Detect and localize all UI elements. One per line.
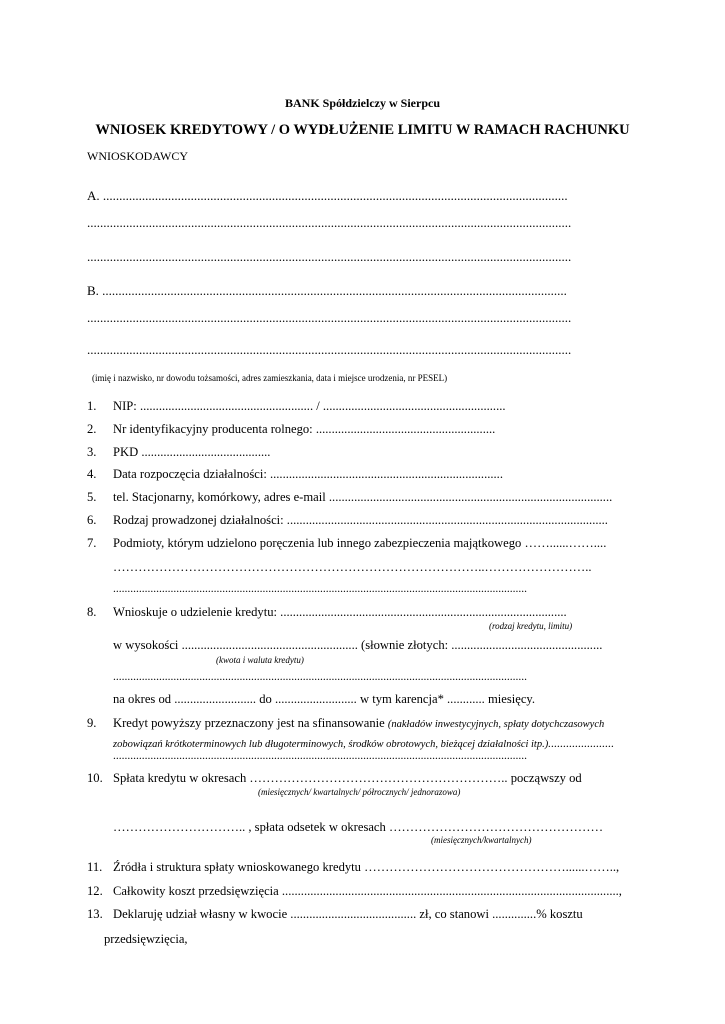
- credit-amount-words-line[interactable]: ................................................................................................................................................: [113, 671, 527, 683]
- credit-type-note: (rodzaj kredytu, limitu): [489, 621, 573, 631]
- credit-amount-field[interactable]: w wysokości ........................................................ (słownie złotych: ................................................: [113, 638, 603, 652]
- applicant-a-line-3[interactable]: .....................................................................................................................................................: [87, 249, 572, 264]
- item-number: 4.: [87, 467, 97, 481]
- total-cost-field[interactable]: Całkowity koszt przedsięwzięcia ...........................................................................................................,: [113, 884, 622, 898]
- item-credit-request: [87, 605, 567, 620]
- start-date-field[interactable]: Data rozpoczęcia działalności: ..........................................................................: [113, 467, 503, 481]
- item-number: 10.: [87, 771, 103, 785]
- item-number: 5.: [87, 490, 97, 504]
- bank-name: BANK Spółdzielczy w Sierpcu: [285, 96, 440, 110]
- interest-field[interactable]: ………………………….. , spłata odsetek w okresach ……………………………………………: [113, 820, 604, 834]
- credit-amount-note: (kwota i waluta kredytu): [216, 655, 304, 665]
- item-activity: [87, 513, 608, 528]
- item-repayment-source: [87, 860, 619, 875]
- item-nip: [87, 399, 506, 414]
- item-number: 1.: [87, 399, 97, 413]
- item-guarantees: [87, 536, 606, 551]
- pkd-field[interactable]: PKD .........................................: [113, 445, 271, 459]
- item-own-contribution: [87, 907, 583, 922]
- purpose-label: Kredyt powyższy przeznaczony jest na sfinansowanie: [113, 716, 385, 730]
- applicant-b-line-3[interactable]: .....................................................................................................................................................: [87, 342, 572, 357]
- applicant-b-line-1[interactable]: B. ...............................................................................................................................................: [87, 283, 567, 298]
- item-number: 9.: [87, 716, 97, 730]
- applicants-heading: WNIOSKODAWCY: [87, 149, 189, 163]
- guarantees-field[interactable]: Podmioty, którym udzielono poręczenia lub innego zabezpieczenia majątkowego ……......……....: [113, 536, 607, 550]
- item-pkd: [87, 445, 270, 460]
- guarantees-line-2[interactable]: ……………………………………………………………………………..……………………..: [113, 560, 592, 574]
- form-title: WNIOSEK KREDYTOWY / O WYDŁUŻENIE LIMITU W RAMACH RACHUNKU: [95, 122, 630, 138]
- applicant-a-line-2[interactable]: .....................................................................................................................................................: [87, 215, 572, 230]
- own-contribution-line-2: przedsięwzięcia,: [104, 932, 188, 946]
- producer-id-field[interactable]: Nr identyfikacyjny producenta rolnego: .........................................................: [113, 422, 496, 436]
- applicant-a-line-1[interactable]: A. ...............................................................................................................................................: [87, 188, 568, 203]
- applicant-hint: (imię i nazwisko, nr dowodu tożsamości, adres zamieszkania, data i miejsce urodzenia, nr PESEL): [92, 373, 448, 383]
- item-number: 7.: [87, 536, 97, 550]
- applicant-b-line-2[interactable]: .....................................................................................................................................................: [87, 310, 572, 325]
- item-producer-id: [87, 422, 495, 437]
- item-number: 12.: [87, 884, 103, 898]
- purpose-line-3[interactable]: ................................................................................................................................................: [113, 750, 527, 762]
- purpose-hint-2: zobowiązań krótkoterminowych lub długoterminowych, środków obrotowych, bieżącej działalności itp.).: [113, 739, 551, 750]
- item-repayment: [87, 771, 582, 786]
- interest-note: (miesięcznych/kwartalnych): [431, 835, 532, 845]
- item-number: 8.: [87, 605, 97, 619]
- activity-field[interactable]: Rodzaj prowadzonej działalności: ......................................................................................................: [113, 513, 608, 527]
- contact-field[interactable]: tel. Stacjonarny, komórkowy, adres e-mail ..........................................................................................: [113, 490, 613, 504]
- item-number: 13.: [87, 907, 103, 921]
- item-contact: [87, 490, 612, 505]
- item-purpose: [87, 716, 604, 731]
- credit-type-field[interactable]: Wnioskuje o udzielenie kredytu: ...........................................................................................: [113, 605, 567, 619]
- item-number: 3.: [87, 445, 97, 459]
- repayment-source-field[interactable]: Źródła i struktura spłaty wnioskowanego kredytu …………………………………………......……..,: [113, 860, 620, 874]
- purpose-hint: (nakładów inwestycyjnych, spłaty dotychczasowych: [387, 719, 605, 730]
- purpose-field[interactable]: .....................: [550, 736, 614, 750]
- item-number: 6.: [87, 513, 97, 527]
- item-number: 2.: [87, 422, 97, 436]
- item-number: 11.: [87, 860, 103, 874]
- repayment-note: (miesięcznych/ kwartalnych/ półrocznych/ jednorazowa): [258, 787, 461, 797]
- nip-field[interactable]: NIP: ....................................................... / ..........................................................: [113, 399, 506, 413]
- item-total-cost: [87, 884, 622, 899]
- item-start-date: [87, 467, 503, 482]
- repayment-field[interactable]: Spłata kredytu w okresach …………………………………………………….. począwszy od: [113, 771, 582, 785]
- credit-period-field[interactable]: na okres od .......................... do .......................... w tym karencja* ............ miesięcy.: [113, 692, 536, 706]
- guarantees-line-3[interactable]: ................................................................................................................................................: [113, 583, 527, 595]
- own-contribution-field[interactable]: Deklaruję udział własny w kwocie ........................................ zł, co stanowi ..............% kosztu: [113, 907, 583, 921]
